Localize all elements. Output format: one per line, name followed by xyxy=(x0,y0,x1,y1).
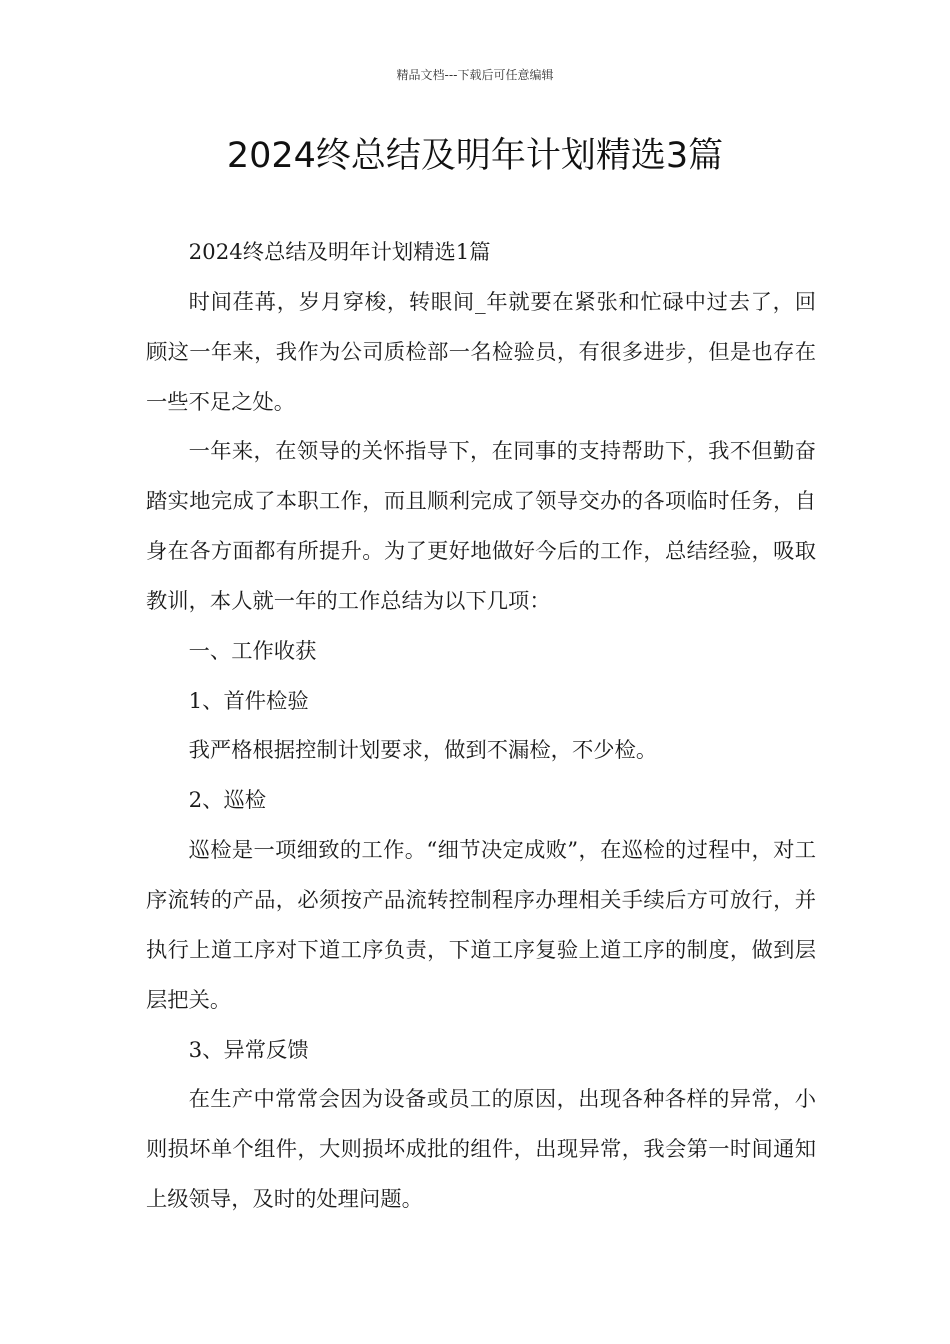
heading-work-gains: 一、工作收获 xyxy=(188,638,317,664)
document-body xyxy=(146,228,816,1225)
paragraph-intro: 时间荏苒，岁月穿梭，转眼间_年就要在紧张和忙碌中过去了，回顾这一年来，我作为公司质检部一名检验员，有很多进步，但是也存在一些不足之处。 xyxy=(146,289,816,415)
document-title: 2024终总结及明年计划精选3篇 xyxy=(226,136,724,176)
heading-patrol-inspection: 2、巡检 xyxy=(188,788,267,814)
header-note: 精品文档---下载后可任意编辑 xyxy=(396,68,554,82)
paragraph-patrol: 巡检是一项细致的工作。“细节决定成败”，在巡检的过程中，对工序流转的产品，必须按产品流转控制程序办理相关手续后方可放行，并执行上道工序对下道工序负责，下道工序复验上道工序的制度，做到层层把关。 xyxy=(146,838,816,1013)
section-heading-1: 2024终总结及明年计划精选1篇 xyxy=(188,240,491,265)
paragraph-abnormal: 在生产中常常会因为设备或员工的原因，出现各种各样的异常，小则损坏单个组件，大则损坏成批的组件，出现异常，我会第一时间通知上级领导，及时的处理问题。 xyxy=(146,1087,816,1213)
heading-abnormal-feedback: 3、异常反馈 xyxy=(188,1037,309,1063)
heading-first-piece-inspection: 1、首件检验 xyxy=(188,688,309,714)
paragraph-overview: 一年来，在领导的关怀指导下，在同事的支持帮助下，我不但勤奋踏实地完成了本职工作，而且顺利完成了领导交办的各项临时任务，自身在各方面都有所提升。为了更好地做好今后的工作，总结经验，吸取教训，本人就一年的工作总结为以下几项： xyxy=(146,439,816,614)
paragraph-first-piece: 我严格根据控制计划要求，做到不漏检，不少检。 xyxy=(188,738,658,764)
